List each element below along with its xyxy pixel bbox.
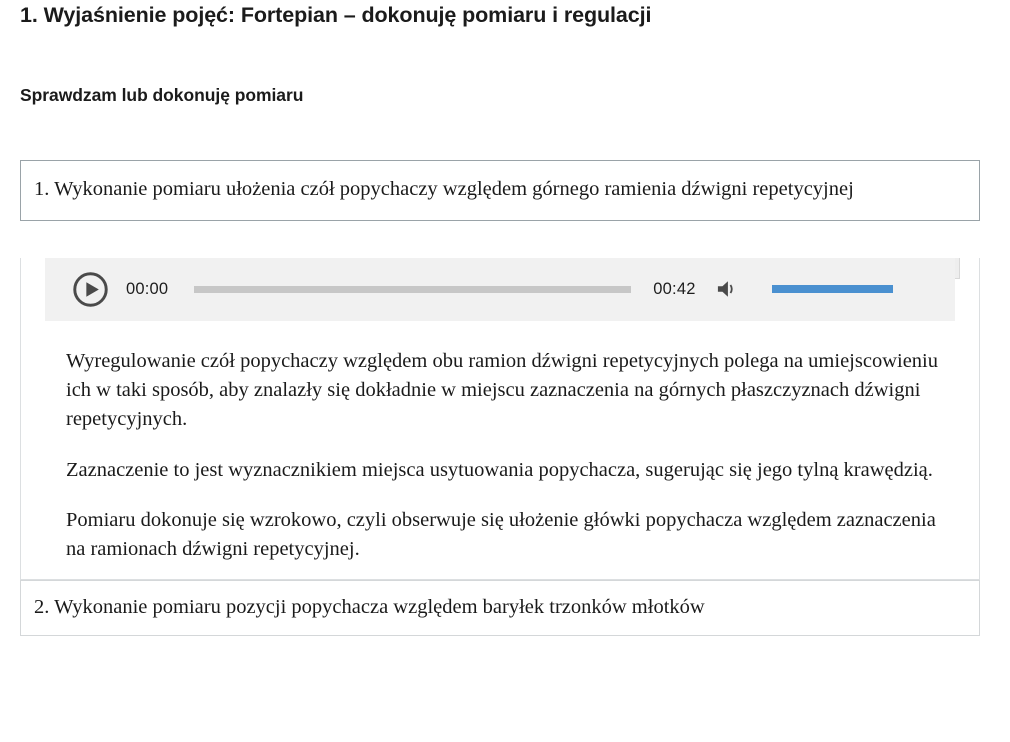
- section-heading: Sprawdzam lub dokonuję pomiaru: [20, 85, 304, 105]
- audio-progress-slider[interactable]: [194, 286, 631, 293]
- paragraph: Wyregulowanie czół popychaczy względem obu ramion dźwigni repetycyjnych polega na umiejscowieniu ich w taki sposób, aby znalazły się dokładnie w miejscu zaznaczenia na górnych płaszczyznach dźwigni repetycyjnych.: [66, 349, 938, 431]
- audio-player: [45, 258, 955, 321]
- paragraph: Pomiaru dokonuje się wzrokowo, czyli obserwuje się ułożenie główki popychacza względem zaznaczenia na ramionach dźwigni repetycyjnej.: [66, 509, 936, 561]
- total-time-label: 00:42: [653, 279, 696, 298]
- panel-body-1: [66, 347, 947, 565]
- accordion-item-1: [20, 160, 980, 580]
- accordion-header-1[interactable]: 1. Wykonanie pomiaru ułożenia czół popychaczy względem górnego ramienia dźwigni repetycyjnej: [20, 160, 980, 221]
- accordion-panel-1: [20, 258, 980, 580]
- volume-slider[interactable]: [772, 285, 893, 293]
- page-title: 1. Wyjaśnienie pojęć: Fortepian – dokonuję pomiaru i regulacji: [20, 3, 652, 27]
- accordion-header-2[interactable]: 2. Wykonanie pomiaru pozycji popychacza względem baryłek trzonków młotków: [20, 580, 980, 637]
- volume-icon[interactable]: [716, 279, 738, 299]
- accordion: [20, 160, 980, 636]
- paragraph: Zaznaczenie to jest wyznacznikiem miejsca usytuowania popychacza, sugerując się jego tylną krawędzią.: [66, 458, 933, 481]
- play-icon[interactable]: [72, 271, 109, 308]
- accordion-item-2: [20, 580, 980, 637]
- current-time-label: 00:00: [126, 279, 169, 298]
